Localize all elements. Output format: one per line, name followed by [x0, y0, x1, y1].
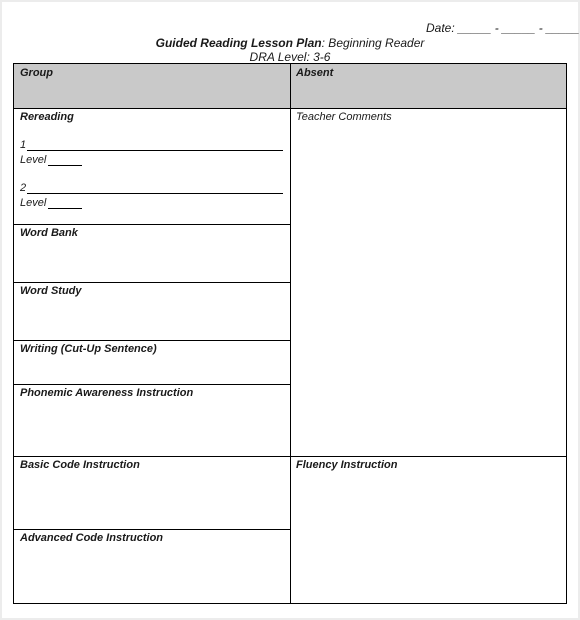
title-main: Guided Reading Lesson Plan — [155, 36, 322, 50]
rereading-line1-number: 1 — [20, 139, 27, 151]
date-field: Date: _____ - _____ - _____ — [426, 21, 580, 35]
divider-phonemic — [14, 456, 566, 457]
phonemic-awareness-label: Phonemic Awareness Instruction — [20, 387, 194, 399]
divider-writing — [14, 384, 290, 385]
page-title — [2, 36, 578, 50]
absent-label: Absent — [296, 67, 334, 79]
rereading-line2-number: 2 — [20, 182, 27, 194]
group-label: Group — [20, 67, 53, 79]
advanced-code-label: Advanced Code Instruction — [20, 532, 164, 544]
title-subtitle: : Beginning Reader — [321, 36, 425, 50]
divider-word-study — [14, 340, 290, 341]
rereading-level1-blank — [48, 165, 82, 166]
rereading-line2-blank — [27, 193, 283, 194]
column-divider — [290, 64, 291, 603]
rereading-level1-label: Level — [20, 154, 47, 166]
rereading-level2-blank — [48, 208, 82, 209]
writing-label: Writing (Cut-Up Sentence) — [20, 343, 157, 355]
divider-rereading — [14, 224, 290, 225]
word-bank-label: Word Bank — [20, 227, 78, 239]
teacher-comments-label: Teacher Comments — [296, 111, 392, 123]
rereading-label: Rereading — [20, 111, 74, 123]
rereading-line1-blank — [27, 150, 283, 151]
divider-basic-code — [14, 529, 290, 530]
basic-code-label: Basic Code Instruction — [20, 459, 140, 471]
lesson-plan-table — [13, 63, 567, 604]
rereading-level2-label: Level — [20, 197, 47, 209]
lesson-plan-page — [2, 2, 578, 618]
dra-level: DRA Level: 3-6 — [249, 50, 331, 64]
word-study-label: Word Study — [20, 285, 82, 297]
divider-word-bank — [14, 282, 290, 283]
fluency-instruction-label: Fluency Instruction — [296, 459, 398, 471]
